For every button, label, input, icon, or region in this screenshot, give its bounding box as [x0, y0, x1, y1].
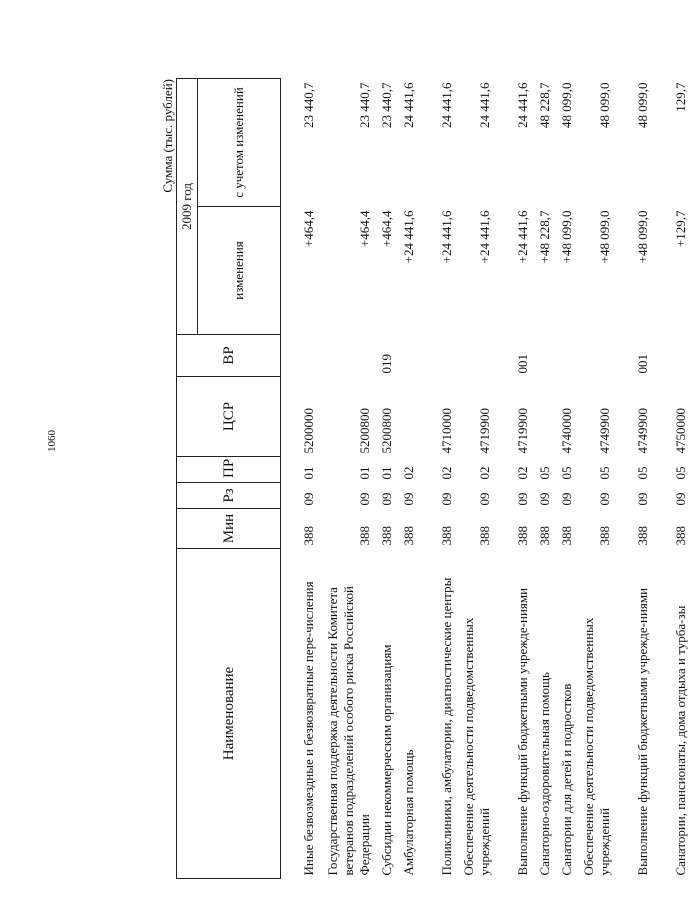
rotated-page-content [160, 79, 688, 879]
total-cell: 24 441,6 [439, 82, 454, 128]
pr-cell: 05 [635, 466, 650, 480]
rz-cell: 09 [357, 492, 372, 506]
change-cell: +48 228,7 [537, 210, 552, 264]
change-cell: +24 441,6 [515, 210, 530, 264]
csr-cell [397, 377, 419, 457]
csr-cell: 4719900 [477, 408, 492, 454]
change-cell: +24 441,6 [439, 210, 454, 264]
change-cell: +24 441,6 [477, 210, 492, 264]
table-row [495, 79, 533, 879]
vr-cell [555, 335, 577, 377]
min-cell: 388 [537, 526, 552, 546]
rz-cell: 09 [401, 492, 416, 506]
name-cell: Обеспечение деятельности подведомственных учреждений [581, 617, 612, 876]
name-cell: Поликлиники, амбулатории, диагностические центры [439, 577, 454, 876]
name-cell: Выполнение функций бюджетными учрежде-ниями [635, 587, 650, 876]
total-cell: 23 440,7 [301, 82, 316, 128]
table-row [375, 79, 397, 879]
min-cell: 388 [477, 526, 492, 546]
header-rz: Рз [177, 483, 281, 509]
vr-cell: 001 [515, 354, 530, 374]
name-cell: Санаторно-оздоровительная помощь [537, 672, 552, 876]
csr-cell [533, 377, 555, 457]
header-name: Наименование [177, 549, 281, 879]
change-cell: +464,4 [301, 210, 316, 248]
vr-cell [533, 335, 555, 377]
header-csr: ЦСР [177, 377, 281, 457]
rz-cell: 09 [379, 492, 394, 506]
table-row [457, 79, 495, 879]
csr-cell: 5200800 [379, 408, 394, 454]
pr-cell: 05 [597, 466, 612, 480]
total-cell: 23 440,7 [379, 82, 394, 128]
header-with-changes: с учетом изменений [198, 79, 281, 207]
sum-caption: Сумма (тыс. рублей) [160, 79, 175, 193]
rz-cell: 09 [301, 492, 316, 506]
min-cell: 388 [439, 526, 454, 546]
csr-cell: 4719900 [515, 408, 530, 454]
table-row [653, 79, 691, 879]
table-row [615, 79, 653, 879]
name-cell: Иные безвозмездные и безвозвратные пере-числения [301, 581, 316, 876]
pr-cell: 02 [515, 466, 530, 480]
header-vr: ВР [177, 335, 281, 377]
vr-cell [281, 335, 320, 377]
pr-cell: 05 [559, 466, 574, 480]
page-number-text: 1060 [46, 430, 58, 452]
total-cell: 48 228,7 [537, 82, 552, 128]
table-row [419, 79, 457, 879]
header-year: 2009 год [177, 79, 198, 335]
min-cell: 388 [597, 526, 612, 546]
table-row [319, 79, 375, 879]
pr-cell: 05 [537, 466, 552, 480]
csr-cell: 4740000 [559, 408, 574, 454]
min-cell: 388 [673, 526, 688, 546]
min-cell: 388 [301, 526, 316, 546]
total-cell: 23 440,7 [357, 82, 372, 128]
csr-cell: 4710000 [439, 408, 454, 454]
vr-cell [397, 335, 419, 377]
min-cell: 388 [635, 526, 650, 546]
name-cell: Санатории, пансионаты, дома отдыха и турба-зы [673, 605, 688, 876]
table-header [177, 79, 281, 879]
table-row [533, 79, 555, 879]
pr-cell: 02 [439, 466, 454, 480]
rz-cell: 09 [559, 492, 574, 506]
pr-cell: 02 [477, 466, 492, 480]
total-cell: 129,7 [673, 82, 688, 112]
name-cell: Санатории для детей и подростков [559, 683, 574, 876]
table-body [281, 79, 691, 879]
csr-cell: 5200800 [357, 408, 372, 454]
min-cell: 388 [401, 526, 416, 546]
rz-cell: 09 [597, 492, 612, 506]
min-cell: 388 [357, 526, 372, 546]
change-cell: +48 099,0 [559, 210, 574, 264]
total-cell: 48 099,0 [635, 82, 650, 128]
change-cell: +464,4 [357, 210, 372, 248]
change-cell: +129,7 [673, 210, 688, 248]
min-cell: 388 [379, 526, 394, 546]
rz-cell: 09 [673, 492, 688, 506]
csr-cell: 4749900 [635, 408, 650, 454]
vr-cell [577, 335, 615, 377]
total-cell: 24 441,6 [401, 82, 416, 128]
total-cell: 48 099,0 [597, 82, 612, 128]
name-cell: Обеспечение деятельности подведомственных учреждений [461, 617, 492, 876]
header-changes: изменения [198, 207, 281, 335]
vr-cell: 001 [635, 354, 650, 374]
csr-cell: 5200000 [301, 408, 316, 454]
csr-cell: 4749900 [597, 408, 612, 454]
pr-cell: 01 [301, 466, 316, 480]
name-cell: Субсидии некоммерческим организациям [379, 644, 394, 876]
name-cell: Амбулаторная помощь [401, 749, 416, 876]
total-cell: 24 441,6 [477, 82, 492, 128]
header-min: Мин [177, 509, 281, 549]
table-row [281, 79, 320, 879]
change-cell: +24 441,6 [401, 210, 416, 264]
rz-cell: 09 [477, 492, 492, 506]
rz-cell: 09 [635, 492, 650, 506]
vr-cell [653, 335, 691, 377]
name-cell: Государственная поддержка деятельности Комитета ветеранов подразделений особого риска Российской Федерации [325, 586, 372, 876]
csr-cell: 4750000 [673, 408, 688, 454]
rz-cell: 09 [515, 492, 530, 506]
min-cell: 388 [515, 526, 530, 546]
vr-cell [419, 335, 457, 377]
pr-cell: 01 [379, 466, 394, 480]
vr-cell [319, 335, 375, 377]
pr-cell: 01 [357, 466, 372, 480]
rz-cell: 09 [537, 492, 552, 506]
table-row [577, 79, 615, 879]
total-cell: 48 099,0 [559, 82, 574, 128]
total-cell: 24 441,6 [515, 82, 530, 128]
pr-cell: 02 [401, 466, 416, 480]
change-cell: +48 099,0 [635, 210, 650, 264]
vr-cell: 019 [379, 354, 394, 374]
table-row [555, 79, 577, 879]
header-pr: ПР [177, 457, 281, 483]
rz-cell: 09 [439, 492, 454, 506]
min-cell: 388 [559, 526, 574, 546]
name-cell: Выполнение функций бюджетными учрежде-ниями [515, 587, 530, 876]
table-row [397, 79, 419, 879]
pr-cell: 05 [673, 466, 688, 480]
vr-cell [457, 335, 495, 377]
budget-table [176, 78, 691, 879]
change-cell: +48 099,0 [597, 210, 612, 264]
change-cell: +464,4 [379, 210, 394, 248]
